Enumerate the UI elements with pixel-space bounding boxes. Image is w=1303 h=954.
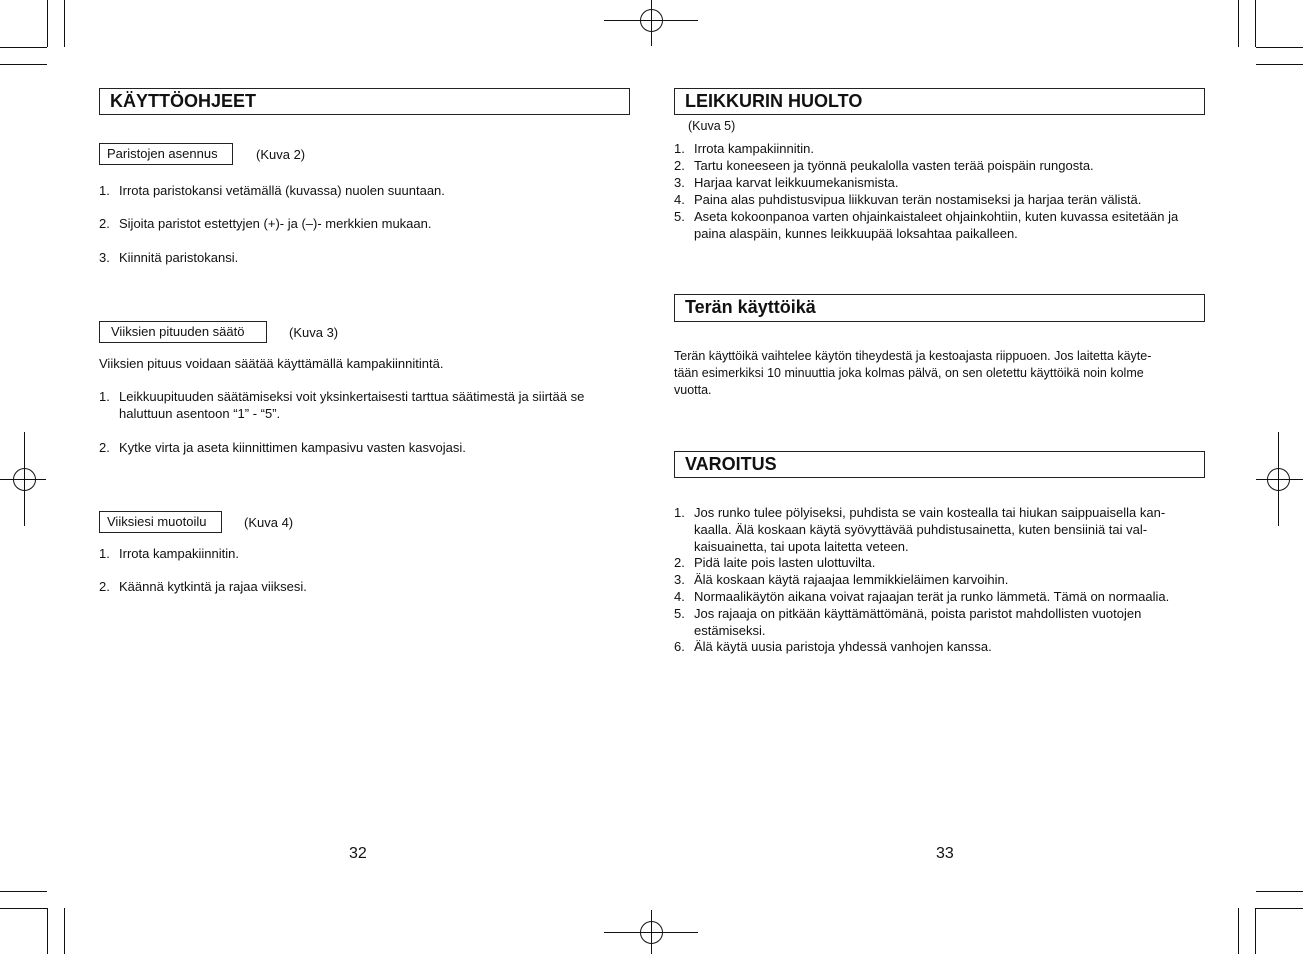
subheading-moustache-styling: Viiksiesi muotoilu [99, 511, 222, 533]
list-item: 1. Jos runko tulee pölyiseksi, puhdista se vain kostealla tai hiukan saippuaisella kan- kaalla. Älä koskaan käytä syövyttävää puhdistusainetta, kuten bensiiniä tai val- kaisuainetta, tai upota laitetta veteen. [674, 505, 1166, 554]
list-item: 1. Leikkuupituuden säätämiseksi voit yksinkertaisesti tarttua säätimestä ja siirtää se haluttuun asentoon “1” - “5”. [99, 389, 585, 421]
list-item: 5. Jos rajaaja on pitkään käyttämättömänä, poista paristot mahdollisten vuotojen estämiseksi. [674, 606, 1142, 638]
subheading-battery-install: Paristojen asennus [99, 143, 233, 165]
subheading-moustache-length: Viiksien pituuden säätö [99, 321, 267, 343]
page-number: 32 [349, 845, 367, 862]
figure-ref: (Kuva 4) [244, 515, 294, 530]
figure-ref: (Kuva 3) [289, 325, 339, 340]
figure-ref: (Kuva 5) [688, 119, 736, 133]
section-heading-maintenance: LEIKKURIN HUOLTO [674, 88, 1205, 115]
section-heading-blade-life: Terän käyttöikä [674, 294, 1205, 322]
figure-ref: (Kuva 2) [256, 147, 306, 162]
section-heading-warning: VAROITUS [674, 451, 1205, 478]
section-intro: Viiksien pituus voidaan säätää käyttämällä kampakiinnitintä. [99, 356, 444, 371]
page-number: 33 [936, 845, 954, 862]
list-item: 5. Aseta kokoonpanoa varten ohjainkaistaleet ohjainkohtiin, kuten kuvassa esitetään ja paina alaspäin, kunnes leikkuupää loksahtaa paikalleen. [674, 209, 1179, 241]
section-heading-instructions: KÄYTTÖOHJEET [99, 88, 630, 115]
